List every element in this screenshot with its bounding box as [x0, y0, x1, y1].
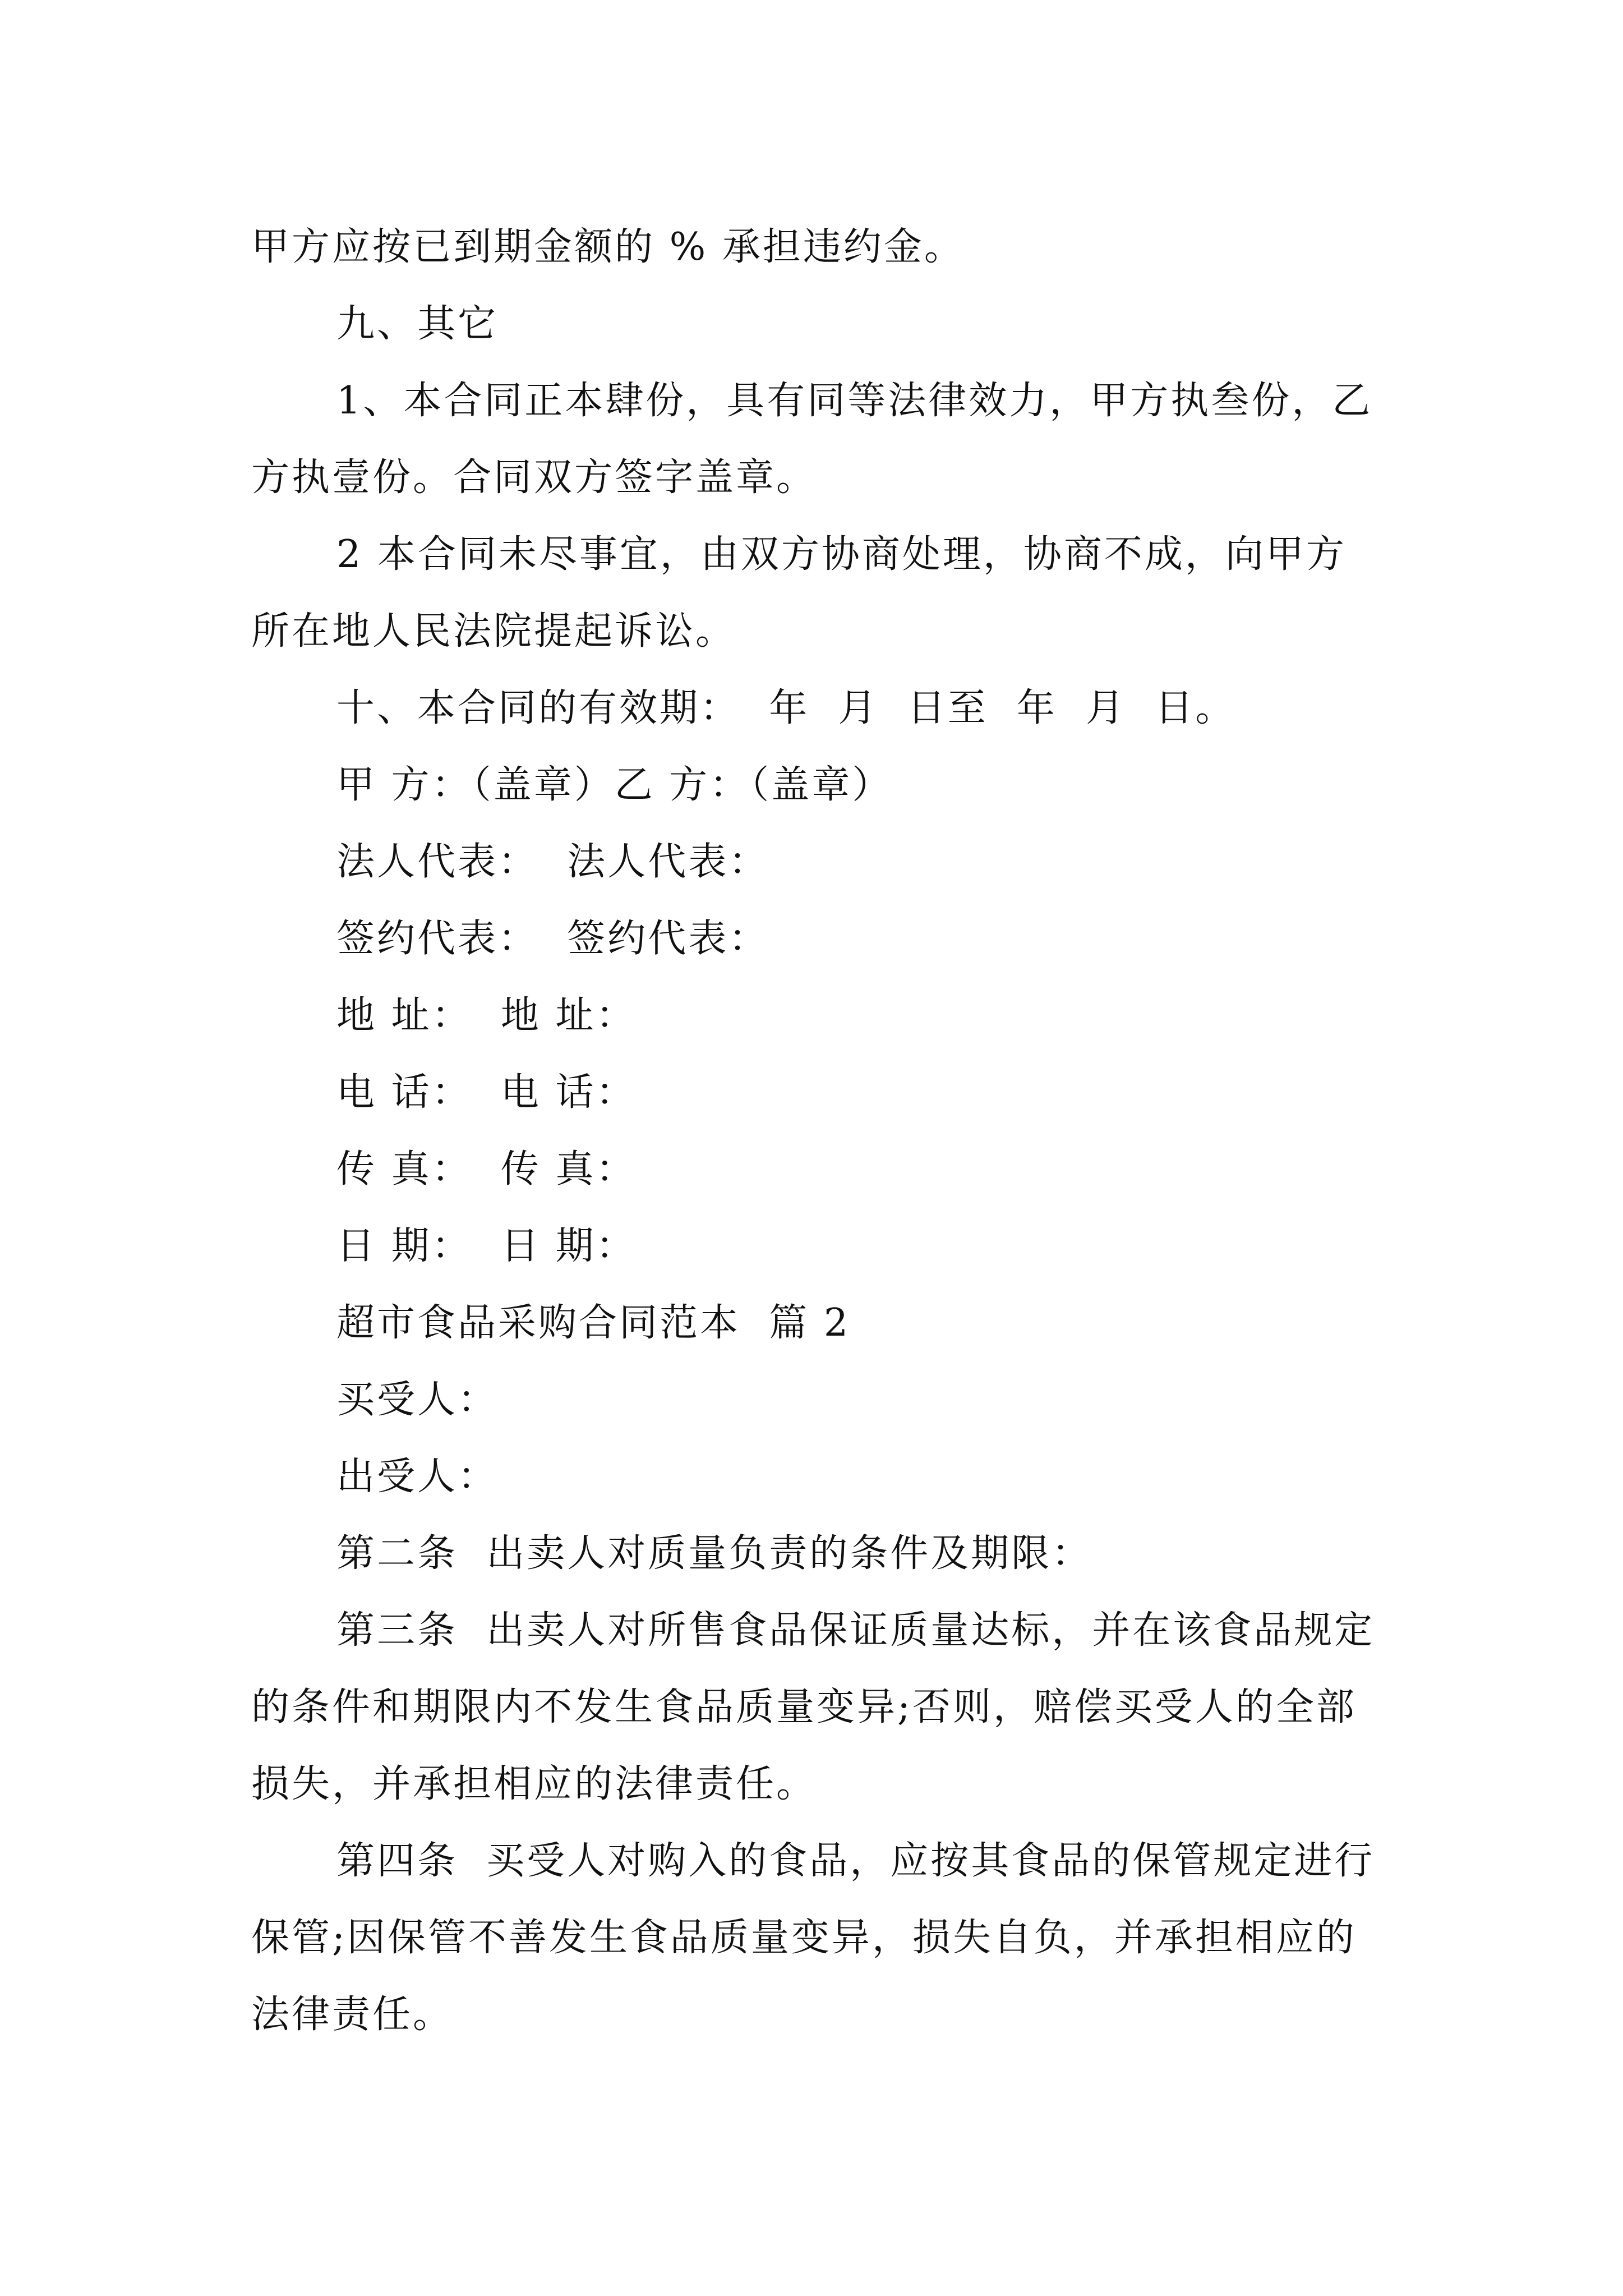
signature-fax-line: 传 真： 传 真： — [336, 1147, 637, 1191]
paragraph-disputes: 2 本合同未尽事宜，由双方协商处理，协商不成，向甲方所在地人民法院提起诉讼。 — [251, 532, 1347, 654]
document-body — [251, 209, 1381, 2053]
signature-phone-line: 电 话： 电 话： — [336, 1070, 637, 1115]
section-title-template-2: 超市食品采购合同范本 篇 2 — [336, 1301, 851, 1345]
paragraph-copies: 1、本合同正本肆份，具有同等法律效力，甲方执叁份，乙方执壹份。合同双方签字盖章。 — [251, 379, 1373, 500]
article-4: 第四条 买受人对购入的食品，应按其食品的保管规定进行保管;因保管不善发生食品质量变异，损失自负，并承担相应的法律责任。 — [251, 1839, 1375, 2037]
seller-line: 出受人： — [336, 1455, 499, 1499]
signature-address-line: 地 址： 地 址： — [336, 993, 637, 1038]
article-2: 第二条 出卖人对质量负责的条件及期限： — [336, 1531, 1092, 1576]
signature-date-line: 日 期： 日 期： — [336, 1224, 637, 1268]
signature-party-line: 甲 方：（盖章）乙 方：（盖章） — [336, 763, 893, 807]
signature-legal-rep-line: 法人代表： 法人代表： — [336, 840, 769, 884]
paragraph-validity-period: 十、本合同的有效期： 年 月 日至 年 月 日。 — [336, 686, 1236, 730]
buyer-line: 买受人： — [336, 1378, 499, 1422]
article-3: 第三条 出卖人对所售食品保证质量达标，并在该食品规定的条件和期限内不发生食品质量变异;否则，赔偿买受人的全部损失，并承担相应的法律责任。 — [251, 1608, 1375, 1806]
signature-signing-rep-line: 签约代表： 签约代表： — [336, 917, 769, 961]
paragraph-penalty: 甲方应按已到期金额的 % 承担违约金。 — [251, 225, 965, 269]
heading-other-terms: 九、其它 — [336, 302, 499, 346]
